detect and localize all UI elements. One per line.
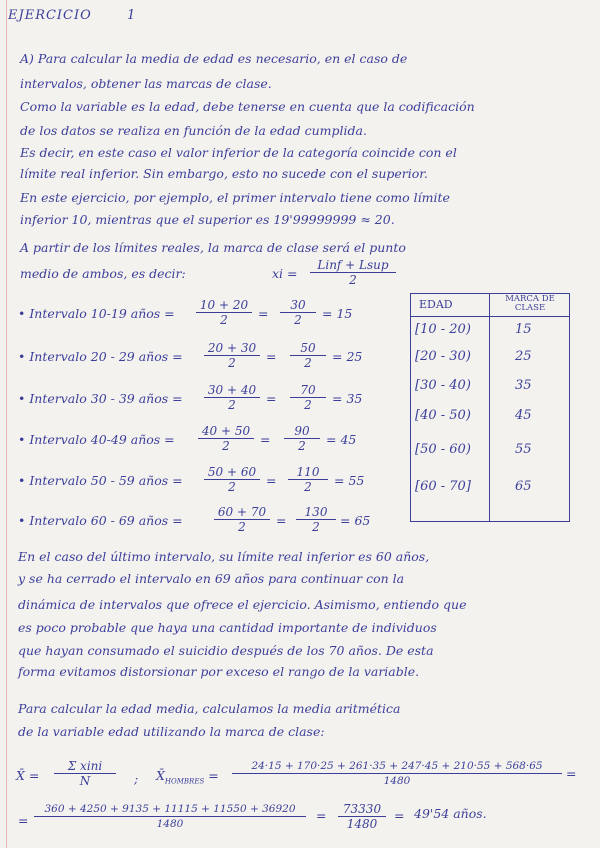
interval-label: • Intervalo 20 - 29 años = xyxy=(18,349,183,364)
interval-result: = 65 xyxy=(340,513,371,528)
mean-lhs: X̄ = xyxy=(16,768,40,783)
table-cell-mark: 45 xyxy=(515,408,532,423)
formula-fraction xyxy=(310,258,396,287)
interval-fraction-sum xyxy=(204,383,260,412)
fraction-denominator: 2 xyxy=(304,356,312,370)
table-cell-interval: [50 - 60) xyxy=(415,442,471,457)
separator: ; xyxy=(134,771,139,786)
fraction-denominator: 2 xyxy=(304,398,312,412)
equals-sign: = xyxy=(566,766,577,781)
equals-sign: = xyxy=(394,808,405,823)
final-fraction-total xyxy=(338,802,386,831)
fraction-numerator: 24·15 + 170·25 + 261·35 + 247·45 + 210·55 + 568·65 xyxy=(232,759,562,774)
fraction-denominator: 2 xyxy=(312,520,320,534)
closing-line: es poco probable que haya una cantidad importante de individuos xyxy=(18,620,437,635)
interval-fraction-sum xyxy=(196,298,252,327)
interval-fraction-total xyxy=(288,465,328,494)
fraction-denominator: 2 xyxy=(222,439,230,453)
equals-sign: = xyxy=(266,391,277,406)
table-header-class-mark: MARCA DE CLASE xyxy=(505,294,555,313)
fraction-numerator: 130 xyxy=(296,505,336,520)
equals-sign: = xyxy=(260,432,271,447)
closing-line: En el caso del último intervalo, su límite real inferior es 60 años, xyxy=(18,549,430,564)
closing-line: forma evitamos distorsionar por exceso el rango de la variable. xyxy=(18,664,420,679)
table-cell-mark: 35 xyxy=(515,378,532,393)
mean-subscript: HOMBRES xyxy=(164,777,205,786)
intro-line: A) Para calcular la media de edad es necesario, en el caso de xyxy=(20,51,408,66)
fraction-numerator: 90 xyxy=(284,424,320,439)
exercise-number: 1 xyxy=(126,8,137,23)
fraction-numerator: 30 xyxy=(280,298,316,313)
table-cell-interval: [60 - 70] xyxy=(415,479,471,494)
intro-line: En este ejercicio, por ejemplo, el primer intervalo tiene como límite xyxy=(20,190,450,205)
interval-row xyxy=(18,383,398,413)
mean-symbol: X̄ xyxy=(156,768,165,783)
fraction-numerator: Σ xini xyxy=(54,759,116,774)
closing-line: dinámica de intervalos que ofrece el ejercicio. Asimismo, entiendo que xyxy=(18,597,467,612)
interval-result: = 15 xyxy=(322,306,353,321)
interval-label: • Intervalo 50 - 59 años = xyxy=(18,473,183,488)
fraction-denominator: 1480 xyxy=(383,775,411,787)
fraction-denominator: 2 xyxy=(238,520,246,534)
interval-fraction-total xyxy=(284,424,320,453)
interval-label: • Intervalo 40-49 años = xyxy=(18,432,175,447)
intro-line: Es decir, en este caso el valor inferior de la categoría coincide con el xyxy=(20,145,457,160)
equals-sign: = xyxy=(276,513,287,528)
exercise-title: EJERCICIO xyxy=(8,8,92,23)
fraction-numerator: 73330 xyxy=(338,802,386,817)
mean-hombres-fraction xyxy=(232,759,562,788)
intro-line: A partir de los límites reales, la marca de clase será el punto xyxy=(20,240,406,255)
fraction-denominator: 2 xyxy=(304,480,312,494)
closing-line: y se ha cerrado el intervalo en 69 años para continuar con la xyxy=(18,571,405,586)
class-mark-table xyxy=(410,293,570,522)
formula-lhs: xi = xyxy=(272,266,298,281)
table-divider xyxy=(489,294,490,521)
table-cell-mark: 15 xyxy=(515,322,532,337)
closing-line: que hayan consumado el suicidio después de los 70 años. De esta xyxy=(18,643,434,658)
fraction-denominator: N xyxy=(79,774,91,788)
fraction-denominator: 2 xyxy=(220,313,228,327)
interval-result: = 55 xyxy=(334,473,365,488)
formula-denominator: 2 xyxy=(349,273,357,287)
equals-sign: = xyxy=(266,349,277,364)
fraction-numerator: 20 + 30 xyxy=(204,341,260,356)
interval-fraction-sum xyxy=(214,505,270,534)
interval-fraction-total xyxy=(290,341,326,370)
interval-result: = 45 xyxy=(326,432,357,447)
interval-row xyxy=(18,298,398,328)
interval-fraction-sum xyxy=(204,465,260,494)
interval-fraction-total xyxy=(280,298,316,327)
fraction-numerator: 50 xyxy=(290,341,326,356)
fraction-numerator: 50 + 60 xyxy=(204,465,260,480)
equals-sign: = xyxy=(266,473,277,488)
table-cell-interval: [40 - 50) xyxy=(415,408,471,423)
fraction-numerator: 10 + 20 xyxy=(196,298,252,313)
equals-sign: = xyxy=(18,813,29,828)
margin-line xyxy=(6,0,7,848)
fraction-numerator: 60 + 70 xyxy=(214,505,270,520)
formula-numerator: Linf + Lsup xyxy=(310,258,396,273)
interval-fraction-total xyxy=(290,383,326,412)
table-cell-interval: [10 - 20) xyxy=(415,322,471,337)
formula-lead: medio de ambos, es decir: xyxy=(20,266,186,281)
fraction-denominator: 1480 xyxy=(156,818,184,830)
final-result: 49'54 años. xyxy=(414,806,487,821)
fraction-denominator: 2 xyxy=(228,356,236,370)
interval-label: • Intervalo 10-19 años = xyxy=(18,306,175,321)
interval-row xyxy=(18,424,398,454)
fraction-denominator: 2 xyxy=(228,398,236,412)
table-cell-interval: [20 - 30) xyxy=(415,349,471,364)
mean-intro-line: Para calcular la edad media, calculamos la media aritmética xyxy=(18,701,401,716)
fraction-numerator: 30 + 40 xyxy=(204,383,260,398)
mean-hombres-lhs xyxy=(156,768,219,790)
interval-result: = 25 xyxy=(332,349,363,364)
intro-line: intervalos, obtener las marcas de clase. xyxy=(20,76,272,91)
equals-sign: = xyxy=(258,306,269,321)
table-cell-mark: 25 xyxy=(515,349,532,364)
interval-fraction-sum xyxy=(198,424,254,453)
equals-sign: = xyxy=(316,808,327,823)
table-cell-interval: [30 - 40) xyxy=(415,378,471,393)
interval-fraction-sum xyxy=(204,341,260,370)
interval-label: • Intervalo 30 - 39 años = xyxy=(18,391,183,406)
interval-fraction-total xyxy=(296,505,336,534)
intro-line: Como la variable es la edad, debe tenerse en cuenta que la codificación xyxy=(20,99,475,114)
interval-result: = 35 xyxy=(332,391,363,406)
equals-sign: = xyxy=(208,768,219,783)
interval-row xyxy=(18,465,398,495)
interval-row xyxy=(18,505,398,535)
exercise-header xyxy=(8,8,136,23)
mean-intro-line: de la variable edad utilizando la marca de clase: xyxy=(18,724,325,739)
final-fraction-sum xyxy=(34,802,306,831)
fraction-denominator: 2 xyxy=(228,480,236,494)
table-header-age: EDAD xyxy=(419,298,453,311)
intro-line: inferior 10, mientras que el superior es 19'99999999 ≈ 20. xyxy=(20,212,395,227)
mean-fraction xyxy=(54,759,116,788)
table-cell-mark: 65 xyxy=(515,479,532,494)
intro-line: límite real inferior. Sin embargo, esto no sucede con el superior. xyxy=(20,166,428,181)
intro-line: de los datos se realiza en función de la edad cumplida. xyxy=(20,123,367,138)
table-cell-mark: 55 xyxy=(515,442,532,457)
fraction-denominator: 2 xyxy=(298,439,306,453)
fraction-numerator: 110 xyxy=(288,465,328,480)
table-divider xyxy=(411,316,569,317)
fraction-numerator: 70 xyxy=(290,383,326,398)
fraction-denominator: 2 xyxy=(294,313,302,327)
fraction-numerator: 360 + 4250 + 9135 + 11115 + 11550 + 36920 xyxy=(34,802,306,817)
fraction-denominator: 1480 xyxy=(346,817,378,831)
interval-row xyxy=(18,341,398,371)
fraction-numerator: 40 + 50 xyxy=(198,424,254,439)
interval-label: • Intervalo 60 - 69 años = xyxy=(18,513,183,528)
